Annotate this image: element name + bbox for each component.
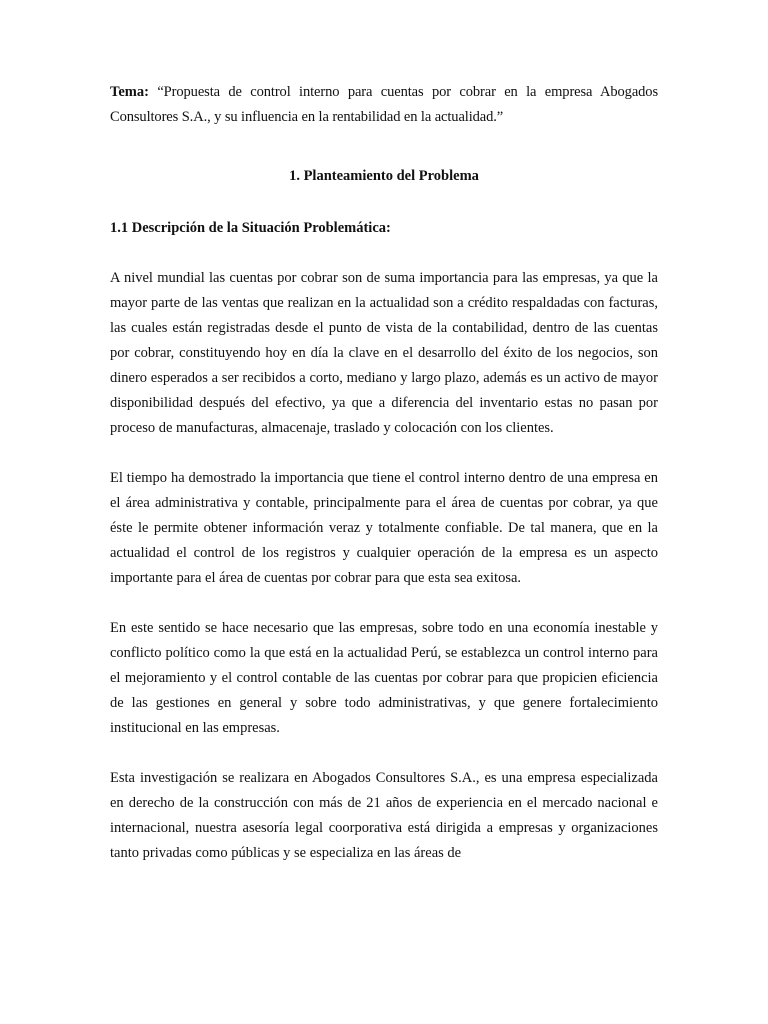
body-paragraph: A nivel mundial las cuentas por cobrar son de suma importancia para las empresas, ya que la mayor parte de las ventas que realizan en la actualidad son a crédito respaldadas con facturas, las cuales están registradas desde el punto de vista de la contabilidad, dentro de las cuentas por cobrar, constituyendo hoy en día la clave en el desarrollo del éxito de los negocios, son dinero esperados a ser recibidos a corto, mediano y largo plazo, además es un activo de mayor disponibilidad después del efectivo, ya que a diferencia del inventario estas no pasan por proceso de manufacturas, almacenaje, traslado y colocación con los clientes. [110, 270, 658, 436]
topic-label: Tema: [110, 84, 149, 100]
document-topic [110, 80, 658, 130]
body-paragraph: Esta investigación se realizara en Abogados Consultores S.A., es una empresa especializada en derecho de la construcción con más de 21 años de experiencia en el mercado nacional e internacional, nuestra asesoría legal coorporativa está dirigida a empresas y organizaciones tanto privadas como públicas y se especializa en las áreas de [110, 770, 658, 861]
subsection-heading: 1.1 Descripción de la Situación Problemática: [110, 220, 391, 236]
body-paragraph: El tiempo ha demostrado la importancia que tiene el control interno dentro de una empresa en el área administrativa y contable, principalmente para el área de cuentas por cobrar, ya que éste le permite obtener información veraz y totalmente confiable. De tal manera, que en la actualidad el control de los registros y cualquier operación de la empresa es un aspecto importante para el área de cuentas por cobrar para que esta sea exitosa. [110, 470, 658, 586]
body-paragraph: En este sentido se hace necesario que las empresas, sobre todo en una economía inestable y conflicto político como la que está en la actualidad Perú, se establezca un control interno para el mejoramiento y el control contable de las cuentas por cobrar para que propicien eficiencia de las gestiones en general y sobre todo administrativas, y que genere fortalecimiento institucional en las empresas. [110, 620, 658, 736]
section-heading: 1. Planteamiento del Problema [289, 168, 479, 184]
document-page [110, 80, 658, 866]
topic-text: “Propuesta de control interno para cuentas por cobrar en la empresa Abogados Consultores S.A., y su influencia en la rentabilidad en la actualidad.” [110, 84, 658, 125]
